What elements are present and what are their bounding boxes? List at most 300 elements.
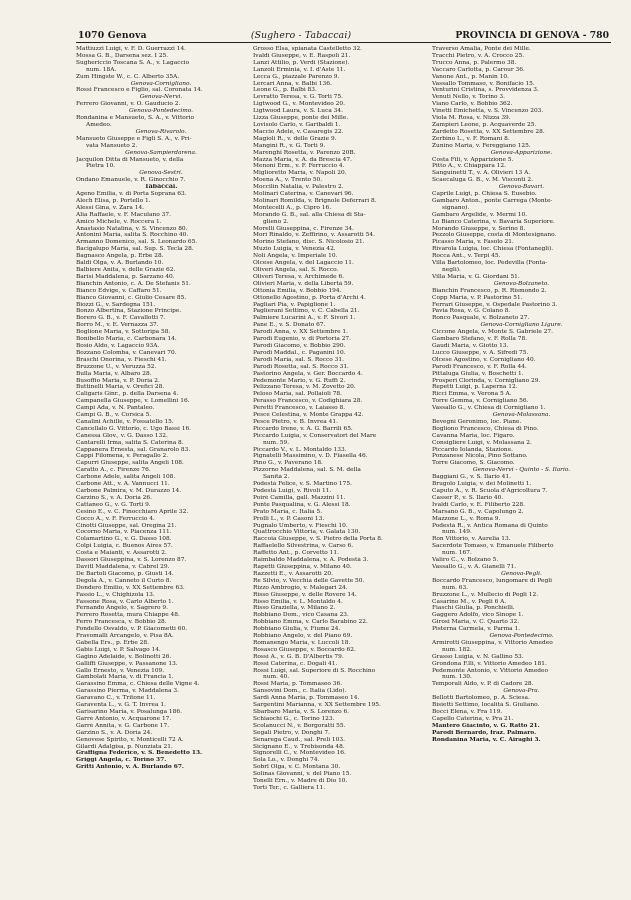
listing-entry: Amico Michele, v. Roccera 1. (76, 218, 162, 225)
listing-entry: Grondona F.lli, v. Vittorio Amedeo 181. (432, 660, 547, 667)
district-heading: Genova-Cornigliano. (130, 80, 192, 87)
listing-entry: Genovese Spirito, v. Monticelli 72 A. (76, 736, 184, 743)
listing-entry: Degola A., v. Canneto il Curto 8. (76, 577, 172, 584)
listing-entry: Bianchin Francesco, p. R. Rismondo 2. (432, 287, 547, 294)
listing-entry: Caligaris Ginr., p. della Darsena 4. (76, 391, 179, 398)
listing-entry: Romanengo Maria, v. Luccoli 18. (253, 639, 351, 646)
listing-entry: Perasso Francesco, v. Codighiara 28. (253, 398, 363, 405)
listing-entry: Cantarelli Irma, salita S. Caterina 8. (76, 439, 184, 446)
listing-entry: Mattiuzzi Luigi, v. F. D. Guerrazzi 14. (76, 46, 187, 52)
listing-entry: Raimbaldo Maddalena, v. A. Podestà 3. (253, 557, 369, 564)
listing-entry: Carbone Adele, salita Angeli 108. (76, 474, 176, 481)
listing-entry: Baldi Olga, v. A. Burlando 10. (76, 260, 164, 267)
listing-continuation: signano). (442, 204, 470, 211)
listing-continuation: num. 63. (442, 584, 469, 591)
listing-entry: Risso Giuseppe, v. delle Rovere 14. (253, 591, 357, 598)
listing-entry: Raffaelello Silvestrina, v. Carso 6. (253, 543, 354, 550)
listing-entry: Dassori Giuseppina, v. S. Lorenzo 87. (76, 557, 187, 564)
listing-entry: Parodi Francesco, v. F. Rolla 44. (432, 363, 527, 370)
listing-entry: Cappanera Ernesta, sal. Granarolo 83. (76, 446, 191, 453)
listing-entry: Ricci Emma, v. Verona 5 A. (432, 391, 512, 398)
listing-entry: Robbiano Giulia, v. Fiume 24. (253, 626, 341, 633)
listing-entry: Mantero Giacinto, v. G. Ratto 21. (432, 722, 540, 729)
listing-entry: Davitl Maddalena, v. Cabrel 29. (76, 563, 170, 570)
listing-entry: Zardetto Rosetta, v. XX Settembre 28. (432, 128, 545, 135)
listing-entry: Robbiano Emma, v. Carlo Barabino 22. (253, 619, 368, 626)
listing-entry: Risso Emilia, v. L. Montaldo 4. (253, 598, 343, 605)
district-heading: Genova-Pontedecimo. (489, 633, 554, 640)
listing-entry: Podestà Felice, v. S. Martino 175. (253, 481, 352, 488)
listing-entry: Garassino Emma, c. Chiesa delle Vigne 4. (76, 681, 200, 688)
listing-entry: Fravomalli Arcangelo, v. Pisa 8A. (76, 633, 174, 640)
listing-entry: Cancellalo G. Vittorio, c. Ugo Bassi 16. (76, 425, 192, 432)
listing-entry: Bosio Aldo, v. Lagaccio 93A. (76, 342, 160, 349)
listing-entry: Lovisolo Carlo, v. Garibaldi 1. (253, 121, 341, 128)
listing-entry: Rizzo Ambrogio, v. Malegari 24. (253, 584, 348, 591)
listing-entry: Razzetti E., v. Assarotti 20. (253, 570, 333, 577)
listing-entry: Rossi A., v. G. B. D'Albertis 79. (253, 653, 344, 660)
listing-entry: Vinetti Emichetta, v. S. Vincenzo 203. (432, 108, 544, 115)
listing-entry: Pedemonte Antonio, v. Vittorio Amedeo (432, 667, 549, 674)
listing-entry: Repetti Luigi, p. Laperna 12. (432, 384, 518, 391)
listing-entry: Lucco Giuseppe, v. A. Sifredi 75. (432, 349, 529, 356)
right-page-number: - 780 (582, 29, 609, 41)
listing-entry: Boccardo Francesco, lungomare di Pegli (432, 577, 552, 584)
listing-entry: Cattaneo G., v. G. Torti 9. (76, 501, 151, 508)
listing-entry: Capurri Giuseppe, salita Angeli 108. (76, 460, 184, 467)
listing-entry: Consigliere Luigi, v. Molassana 2. (432, 439, 532, 446)
listing-entry: Podestà R., v. Antica Romana di Quinto (432, 522, 548, 529)
listing-entry: Garrè Annita, v. G. Carbone 17. (76, 722, 170, 729)
listing-entry: Vassallo G., v. A. Gianelli 71. (432, 563, 517, 570)
header-left (78, 30, 147, 41)
listing-entry: Sughericcio Toscana S. A., v. Lagaccio (76, 59, 190, 66)
listing-entry: Zunino Maria, v. Fereggiano 125. (432, 142, 531, 149)
city-name: Genova (107, 29, 147, 41)
listing-entry: Piccardo V., v. L. Montaldo 133. (253, 446, 347, 453)
listing-entry: Prato Maria, c. Italia 5. (253, 508, 323, 515)
listing-entry: Brugolo Luigia, v. dei Molinetti 1. (432, 481, 532, 488)
listing-entry: Cocorno Maria, v. Piacenza 111. (76, 529, 172, 536)
listing-entry: Bruzzone U., v. Veruzza 52. (76, 363, 157, 370)
listing-entry: Fassio L., v. Chighizola 13. (76, 591, 155, 598)
listing-entry: Robbiano Angelo, v. del Piano 69. (253, 633, 353, 640)
listing-entry: Ponte Pasqualina, v. G. Alessi 18. (253, 501, 351, 508)
listing-continuation: Pietra 10. (86, 163, 116, 170)
listing-entry: Vaccaro Carlotta, p. Carour 36. (432, 66, 525, 73)
listing-entry: Senarega Caud., sal. Preli 103. (253, 736, 345, 743)
listing-entry: Pugnalo Umberto, v. Fieschi 10. (253, 522, 348, 529)
listing-entry: Mazzone L., v. Roma 9. (432, 515, 501, 522)
listing-entry: Robbiano Dom., vico Casana 23. (253, 612, 349, 619)
listing-entry: Pignatelli Massimino, v. D. Fiasella 46. (253, 453, 368, 460)
listing-entry: Parodi Eugenio, v. di Portoria 27. (253, 336, 351, 343)
listing-entry: Gagino Adelaide, v. Bolinotti 26. (76, 653, 172, 660)
listing-entry: Carbone Palmira, v. M. Durazzo 14. (76, 488, 182, 494)
listing-entry: Ferrari Giuseppe, v. Ospedale Pastorino 3. (432, 301, 558, 308)
listing-entry: Zerbino L., v. F. Romani 8. (432, 135, 510, 142)
listing-entry: Fondello Osvaldo, v. P. Giacometti 60. (76, 626, 188, 633)
listing-continuation: num. 59. (263, 439, 290, 446)
listing-entry: Sacerdote Tomaso, v. Emanuele Filiberto (432, 543, 554, 550)
district-heading: Genova-Sampierdarena. (125, 149, 197, 156)
listing-entry: Morelli Giuseppina, c. Firenze 34. (253, 225, 354, 232)
listing-entry: Ondano Emanuele, v. R. Ginocchio 7. (76, 177, 186, 184)
listing-entry: Caratto A., c. Firenze 76. (76, 467, 151, 474)
district-heading: Genova-Apparizione. (490, 149, 553, 156)
listing-continuation: Amedeo. (86, 121, 112, 128)
listing-entry: Cappi Filomena, v. Peragallo 2. (76, 453, 169, 460)
listing-column-2 (249, 46, 428, 896)
listing-entry: Antonini Maria, salita S. Rocchino 40. (76, 232, 189, 239)
listing-entry: Muzio Luigia, v. Venezia 42. (253, 246, 336, 253)
district-heading: Genova-Sestri. (139, 170, 183, 177)
listing-entry: Bogliono Francesco, Chiesa di Pino. (432, 425, 539, 432)
listing-entry: Gambaro Argelide, v. Mermi 10. (432, 211, 528, 218)
listing-entry: Mori Rinaldo, v. Zeffirino, v. Assarotti 54. (253, 232, 375, 239)
listing-entry: Viano Carlo, v. Bobbio 362. (432, 101, 513, 108)
listing-entry: Pittaluga Giulia, v. Boschetti 1. (432, 370, 524, 377)
listing-entry: Scaecaluga G. B., v. M. Visconti 2. (432, 177, 533, 184)
listing-entry: Pitto A., v. Chiappara 12. (432, 163, 506, 170)
listing-entry: Rossi Maria, p. Tommaseo 36. (253, 681, 343, 688)
listing-entry: Ligtwood Laura, v. S. Luca 34. (253, 108, 343, 115)
district-heading: Genova-Cornigliano Ligure. (480, 322, 563, 329)
listing-entry: Podestà Luigi, v. Rivoli 11. (253, 488, 332, 494)
listing-entry: Mansueto Giuseppe e Figli S. A., v. Pri- (76, 135, 192, 142)
listing-entry: Parodi Anna, v. XX Settembre 1. (253, 329, 348, 336)
listing-entry: Signorelli C., v. Montevideo 16. (253, 750, 346, 757)
listing-entry: Fiaschi Giulia, p. Ponchielli. (432, 605, 515, 612)
listing-entry: Pane E., v. S. Donato 67. (253, 322, 326, 329)
listing-entry: Picasso Maria, v. Fasolo 21. (432, 239, 514, 246)
listing-entry: Lo Bianco Caterina, v. Bavaria Superiore. (432, 218, 555, 225)
district-heading: Genova-Molassana. (492, 412, 551, 419)
listing-entry: Parodi Maddal., c. Paganini 10. (253, 349, 346, 356)
listing-entry: Pizzorno Maddalena, sal. S. M. della (253, 467, 361, 474)
listing-entry: Ottonello Agostino, p. Porta d'Archi 4. (253, 294, 366, 301)
listing-column-1 (76, 46, 249, 896)
listing-entry: Molinari Caterina, v. Canevari 96. (253, 191, 354, 198)
listing-continuation: num. 167. (442, 550, 472, 557)
listing-entry: Garassino Pierma, v. Maddalena 3. (76, 688, 179, 695)
listing-entry: Morino Stefano, disc. S. Nicolosio 21. (253, 239, 365, 246)
listing-entry: Trucco Anna, p. Palermo 38. (432, 59, 517, 66)
listing-entry: Campanella Giuseppe, v. Lomellini 16. (76, 398, 190, 405)
listing-entry: Venturini Cristina, s. Provvidenza 3. (432, 87, 539, 94)
listing-entry: Alia Raffaele, v. F. Maculano 37. (76, 211, 171, 218)
listing-entry: Segali Pietro, v. Donghi 7. (253, 729, 331, 736)
listing-entry: Grosso Elsa, spianata Castelletto 32. (253, 46, 363, 52)
listing-entry: Pezzolo Giuseppe, costa di Montesignano. (432, 232, 557, 239)
listing-entry: Alech Elisa, p. Portello 1. (76, 197, 151, 204)
listing-entry: Bozzano Colomba, v. Canevari 70. (76, 349, 177, 356)
listing-continuation: num. 182. (442, 646, 472, 653)
listing-entry: Prosperi Clorinda, v. Cornigliano 29. (432, 377, 541, 384)
listing-entry: Tracchi Pietro, v. A. Crocco 25. (432, 52, 525, 59)
district-heading: Genova-Bolzaneto. (493, 280, 550, 287)
listing-entry: Rivarola Luigia, loc. Chiesa (Fontanegli). (432, 246, 554, 253)
listing-entry: Gabis Luigi, v. P. Salvago 14. (76, 646, 161, 653)
listing-entry: Prolli L., v. P. Casoni 13. (253, 515, 325, 522)
listing-entry: Torti Ter., c. Galliera 11. (253, 784, 326, 791)
listing-entry: Bianchin Antonio, c. A. De Stefanis 51. (76, 280, 191, 287)
listing-entry: Busoffio Maria, v. P. Doria 2. (76, 377, 160, 384)
listing-entry: Boglione Maria, v. Sottoripa 58. (76, 329, 171, 336)
listing-continuation: Sanità 2. (263, 474, 290, 481)
listing-entry: Canalini Achille, v. Fossatello 15. (76, 418, 174, 425)
listing-entry: Peretti Francesco, v. Laiasso 8. (253, 405, 346, 412)
listing-continuation: glieno 2. (263, 218, 289, 225)
listing-entry: Temporali Aldo, v. P. di Cadore 28. (432, 681, 534, 688)
listing-entry: Morando Giuseppe, v. Serino 8. (432, 225, 526, 232)
listing-entry: Copp Maria, v. P. Pastorino 51. (432, 294, 523, 301)
listing-entry: Cinotti Giuseppe, sal. Oregina 21. (76, 522, 177, 529)
listing-entry: Peloso Maria, sal. Pollaioli 78. (253, 391, 342, 398)
listing-entry: Magioli R., v. delle Grazie 9. (253, 135, 337, 142)
listing-entry: Garzino S., v. A. Doria 24. (76, 729, 153, 736)
listing-entry: Risso Graziella, v. Milano 2. (253, 605, 336, 612)
listing-entry: Oliveri Angela, sal. S. Rocco. (253, 267, 339, 273)
listing-entry: Torre Gemma, v. Cornigliano 56. (432, 398, 529, 405)
listing-entry: Oliveri Teresa, v. Archimede 6. (253, 273, 345, 280)
listing-entry: Pesce Celestina, v. Monte Grappa 42. (253, 412, 364, 419)
listing-entry: Palmiere Lucarini A., v. F. Sivori 1. (253, 315, 356, 322)
listing-entry: Ottonia Emilia, v. Bobbio 194. (253, 287, 342, 294)
listing-entry: Marsano G. B., v. Capolungo 2. (432, 508, 524, 515)
listing-entry: Quattrocchio Vittoria, v. Galata 130. (253, 529, 361, 536)
listing-entry: Valiro C., v. Bolzano 5. (432, 557, 499, 564)
district-heading: Genova-Nervi - Quinto - S. Ilario. (472, 467, 571, 474)
listing-entry: Ivaldi Carlo, v. E. Filiberto 228. (432, 501, 525, 508)
listing-entry: Villa Bartolomeo, loc. Pedevilla (Fonta- (432, 260, 548, 267)
listing-entry: Montecelli A., p. Cipro 16. (253, 204, 332, 211)
listing-entry: Ligtwood G., v. Montevideo 20. (253, 101, 345, 108)
listing-entry: Gilardi Adalgisa, p. Nunziata 21. (76, 743, 173, 750)
listing-entry: Campi Ada, v. N. Pantaleo. (76, 405, 155, 412)
listing-entry: Bocci Elena, v. Fra 119. (432, 709, 503, 715)
listing-entry: Moccilin Natalia, v. Palestro 2. (253, 184, 344, 191)
listing-entry: Griggi Angela, c. Torino 37. (76, 757, 167, 764)
listing-entry: Piccardo Iolanda, Stazione. (432, 446, 514, 453)
listing-entry: Gaudi Maria, v. Giotto 13. (432, 342, 509, 349)
listing-entry: Pedemonte Mario, v. G. Ruffi 2. (253, 377, 346, 384)
listing-entry: Morando G. B., sal. alla Chiesa di Sta- (253, 211, 366, 218)
listing-entry: Fassone Rosa, v. Carlo Alberto 1. (76, 598, 174, 605)
listing-continuation: num. 40. (263, 674, 290, 681)
listing-entry: Sargentini Marianna, v. XX Settembre 195. (253, 702, 381, 709)
district-heading: Genova-Rivarolo. (135, 128, 187, 135)
listing-entry: Vassallo Tommaso, v. Bonifacio 15. (432, 80, 535, 87)
listing-entry: Molinari Romilda, v. Brignole Deferrari 8. (253, 197, 377, 204)
listing-continuation: negli). (442, 267, 461, 273)
listing-entry: Ferro Francesca, v. Bobbio 28. (76, 619, 167, 626)
listing-entry: Garaventa L., v. G. T. Invrea 1. (76, 702, 166, 709)
listing-entry: Braschi Onorina, v. Fieschi 41. (76, 356, 167, 363)
listing-entry: Garisarino Maria, v. Posalunga 186. (76, 709, 182, 715)
district-heading: Genova-Pegli. (501, 570, 542, 577)
listing-entry: Levratto Teresa, v. G. Torti 75. (253, 94, 343, 101)
listing-entry: Mazza Maria, v. A. da Brescia 47. (253, 156, 352, 163)
listing-entry: Marenghi Rosetta, v. Parenzo 20B. (253, 149, 356, 156)
listing-entry: Girosi Maria, v. C. Quarto 32. (432, 619, 520, 626)
listing-entry: Pesce Pietro, v. B. Invrea 41. (253, 418, 338, 425)
listing-entry: Bruzzone L., v. Mullecio di Pegli 12. (432, 591, 539, 598)
listing-entry: Piccardo Luigia, v. Conservatori del Mare (253, 432, 377, 439)
listing-entry: Pavia Rosa, v. G. Colano 8. (432, 308, 511, 315)
listing-entry: Miglioretto Maria, v. Napoli 20. (253, 170, 347, 177)
listing-entry: Gaggero Adolfo, vico Sinope 1. (432, 612, 524, 619)
listing-entry: Rosasco Giuseppe, v. Boccardo 62. (253, 646, 356, 653)
listing-entry: Re Silvio, v. Vecchia delle Gavette 50. (253, 577, 365, 584)
listing-entry: Canessa Glov., v. G. Dasso 132. (76, 432, 168, 439)
listing-entry: Torre Giacomo, S. Giacomo. (432, 460, 515, 467)
listing-entry: Zum Hingste W., c. C. Alberto 35A. (76, 73, 180, 80)
listing-entry: Sbarbaro Maria, v. S. Lorenzo 6. (253, 709, 350, 715)
listing-entry: Alessi Gina, v. Zara 14. (76, 204, 145, 211)
listing-entry: Ferrero Giovanni, v. O. Gauducio 2. (76, 101, 181, 108)
listing-entry: Ponzanese Nicola, Pino Sottano. (432, 453, 528, 460)
listing-entry: Maccio Adele, v. Casaregis 22. (253, 128, 344, 135)
listing-entry: Jacquilon Ditta di Mansueto, v. della (76, 156, 184, 163)
listing-entry: Olcese Agostino, v. Cornigliano 40. (432, 356, 536, 363)
listing-entry: Biozzi G., v. Sardegna 151. (76, 301, 156, 308)
listing-entry: Caputo A., v. R. Scuola d'Agricoltura 7. (432, 488, 548, 494)
listing-entry: Cesino E., v. C. Finocchiaro Aprile 32. (76, 508, 189, 515)
listing-entry: Colamartino G., v. G. Dasso 108. (76, 536, 172, 543)
listing-entry: Bonibello Maria, c. Carbonara 14. (76, 336, 177, 343)
listing-entry: Gambaro Stefano, v. F. Rolla 78. (432, 336, 528, 343)
listing-entry: Gambolati Maria, v. di Francia 1. (76, 674, 174, 681)
header-rule (76, 42, 611, 43)
listing-entry: Caprile Luigi, p. Chiesa S. Eusebio. (432, 191, 537, 198)
listing-entry: Gambaro Anton., ponte Carrega (Monte- (432, 197, 553, 204)
page-number: 1070 (78, 29, 105, 41)
listing-entry: Carbone Att., v. A. Vannucci 11. (76, 481, 170, 488)
listing-entry: Baggiani G., v. S. Ilario 41. (432, 474, 511, 481)
listing-entry: Tonelli Ern., v. Madre di Dio 10. (253, 778, 348, 785)
listing-entry: Piccardo Irene, v. A. G. Barrili 65. (253, 425, 353, 432)
listing-entry: Bacigalupo Maria, sal. Sup. S. Tecla 28. (76, 246, 194, 253)
listing-entry: Viola M. Rosa, v. Nizza 39. (432, 115, 511, 122)
listing-entry: Olivieri Maria, v. della Libertà 59. (253, 280, 354, 287)
listing-entry: Parodi Rosetta, sal. S. Rocco 31. (253, 363, 349, 370)
listing-entry: Pagliari Pia, v. Papiglione 1. (253, 301, 336, 308)
district-heading: Genova-Bavari. (498, 184, 545, 191)
listing-entry: Gritti Antonio, v. A. Burlando 67. (76, 764, 184, 771)
listing-entry: Cocco A., v. F. Ferruccio 4. (76, 515, 155, 522)
listing-entry: Moena A., v. Trento 50. (253, 177, 323, 184)
listing-entry: Mossa G. B., Darsena sez. I 25. (76, 52, 169, 59)
listing-entry: Bianco Giovanni, c. Giulio Cesare 85. (76, 294, 187, 301)
listing-continuation: num. 149. (442, 529, 472, 536)
listing-continuation: num. 18A. (86, 66, 117, 73)
listing-entry: Leone G., p. Balbi 83. (253, 87, 317, 94)
listing-entry: Noli Angela, v. Imperiale 10. (253, 253, 338, 260)
listing-entry: Dondero Emilio, v. XX Settembre 63. (76, 584, 185, 591)
listing-entry: Parodi Maria, sal. S. Rocco 31. (253, 356, 344, 363)
listing-entry: Bellotti Bartolomeo, p. A. Sciesa. (432, 695, 530, 702)
listing-entry: Borero G. B., v. F. Cavallotti 7. (76, 315, 166, 322)
listing-entry: Lizza Giuseppe, ponte dei Mille. (253, 115, 349, 122)
listing-entry: Rocca Ant., v. Terpi 45. (432, 253, 501, 260)
listing-entry: Ciccone Angela, v. Monte S. Gabriele 27. (432, 329, 553, 336)
listing-entry: Garrè Antonio, v. Acquarone 17. (76, 715, 172, 722)
listing-entry: Pino G., v. Paverano 18. (253, 460, 323, 467)
listing-entry: Traverso Amalia, Ponte dei Mille. (432, 46, 531, 52)
listing-entry: Costa e Maianti, v. Assarotti 2. (76, 550, 167, 557)
listing-entry: Barisi Maddalena, p. Sarzano 40. (76, 273, 175, 280)
listing-entry: De Bartoli Giacomo, p. Giusti 14. (76, 570, 174, 577)
listing-entry: Rossi Luigi, sal. Superiore di S. Rocchino (253, 667, 376, 674)
listing-entry: Poirè Camilla, gall. Mazzini 11. (253, 494, 346, 501)
listing-entry: Lanzoli Erminia, v. I. d'Aste 11. (253, 66, 346, 73)
listing-entry: Villa Maria, v. G. Giordani 51. (432, 273, 520, 280)
listing-entry: Armirotti Giuseppina, v. Vittorio Amedeo (432, 639, 553, 646)
section-heading: Tabaccai. (144, 184, 178, 191)
listing-entry: Scolanucci N., v. Borgoratti 55. (253, 722, 346, 729)
listing-entry: Rossi Francesco e Figlio, sal. Coronata 14. (76, 87, 203, 94)
listing-entry: Bianco Edvige, v. Caffaro 51. (76, 287, 162, 294)
listing-entry: Vanone Ant., p. Manin 10. (432, 73, 509, 80)
listing-entry: Ronco Pasquale, v. Bolzaneto 27. (432, 315, 530, 322)
listing-entry: Solinas Giovanni, v. del Piano 15. (253, 771, 352, 778)
listing-entry: Menoni Erm., v. F. Ferruccio 4. (253, 163, 345, 170)
listing-entry: Sardi Anna Maria, p. Tommaseo 14. (253, 695, 360, 702)
listing-entry: Campi G. B., v. Corsica 5. (76, 412, 152, 419)
listing-entry: Bisietti Settimo, località S. Giuliano. (432, 702, 540, 709)
listing-entry: Ron Vittorio, v. Aurelia 13. (432, 536, 511, 543)
listing-entry: Lercari Anna, v. Balbi 136. (253, 80, 332, 87)
listing-entry: Raffetto Ant., p. Corvetto 11. (253, 550, 339, 557)
listing-entry: Colpi Luigia, c. Buenos Aires 57. (76, 543, 173, 550)
listing-entry: Sansovini Dom., c. Italia (Lido). (253, 688, 347, 695)
listing-entry: Bevegni Geronimo, loc. Piane. (432, 418, 522, 425)
listing-entry: Borro M., v. E. Vernazza 37. (76, 322, 159, 329)
district-heading: Genova-Pra. (503, 688, 540, 695)
listing-entry: Zampieri Leone, p. Acquaverde 25. (432, 121, 537, 128)
listing-entry: Pelizzano Teresa, v. M. Zovetto 20. (253, 384, 356, 391)
listing-entry: Venuti Nello, v. Torino 3. (432, 94, 505, 101)
listing-entry: Vassallo G., v. Chiesa di Cornigliano 1. (432, 405, 546, 412)
listing-entry: Mangini R., v. G. Torti 9. (253, 142, 326, 149)
listing-entry: Costa Fili, v. Apparizione 5. (432, 156, 514, 163)
listing-entry: Ageno Emilia, v. di Porta Soprana 63. (76, 191, 187, 198)
listing-entry: Gallo Ernesto, v. Venezia 109. (76, 667, 165, 674)
listing-columns (76, 46, 611, 896)
listing-entry: Galliffi Giuseppe, v. Passanone 13. (76, 660, 178, 667)
page-header (78, 28, 609, 42)
listing-entry: Balbiere Anita, v. delle Grazie 62. (76, 267, 176, 273)
header-right (455, 30, 609, 41)
listing-entry: Gabella Ers., p. Erbe 28. (76, 639, 149, 646)
listing-entry: Anastasio Natalina, v. S. Vincenzo 80. (76, 225, 188, 232)
listing-entry: Raccoia Giuseppe, v. S. Pietro della Porta 8. (253, 536, 383, 543)
listing-entry: Pisterna Carmela, v. Parma 1. (432, 626, 521, 633)
listing-entry: Lanzi Attilio, p. Verdi (Stazione). (253, 59, 350, 66)
listing-entry: Bagnasco Angela, p. Erbe 28. (76, 253, 164, 260)
listing-entry: Armanno Domenico, sal. S. Leonardo 65. (76, 239, 198, 246)
header-category: (Sughero - Tabaccai) (250, 29, 352, 41)
listing-entry: Olcese Angela, v. del Lagaccio 11. (253, 260, 354, 267)
listing-entry: Sobrl Olga, v. C. Montana 30. (253, 764, 341, 771)
district-heading: Genova-Nervi. (139, 94, 183, 101)
listing-entry: Graffigna Federico, v. S. Benedetto 13. (76, 750, 203, 757)
listing-entry: Grasso Luigia, v. N. Gallino 53. (432, 653, 524, 660)
listing-entry: Capello Caterina, v. Pra 21. (432, 715, 514, 722)
listing-entry: Parodi Giacomo, v. Bobbio 290. (253, 342, 346, 349)
listing-continuation: vata Mansueto 2. (86, 142, 138, 149)
